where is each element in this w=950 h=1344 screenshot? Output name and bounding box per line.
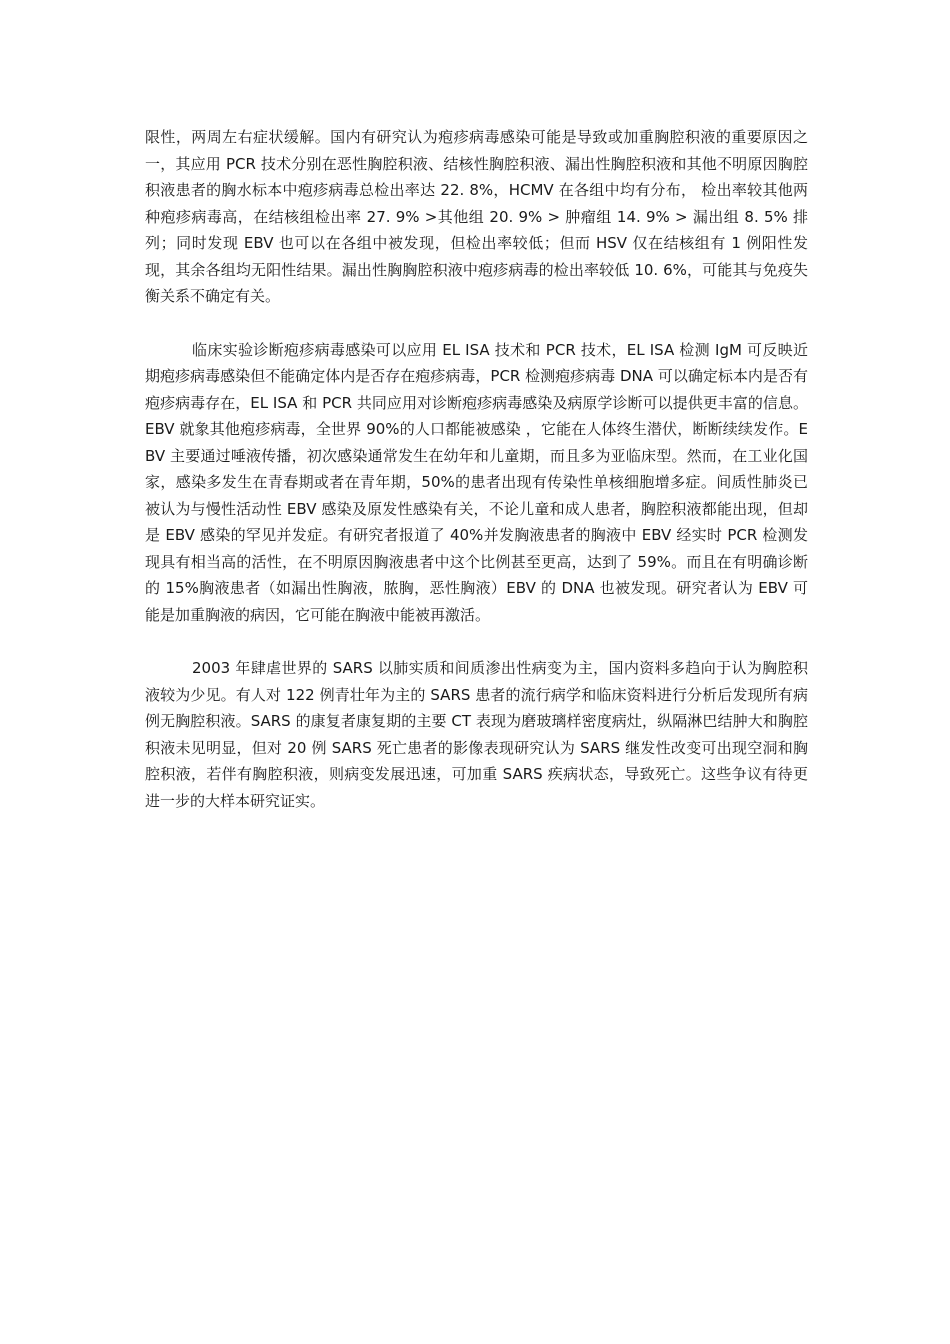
document-body — [145, 124, 808, 841]
paragraph-3: 2003 年肆虐世界的 SARS 以肺实质和间质渗出性病变为主，国内资料多趋向于认为胸腔积液较为少见。有人对 122 例青壮年为主的 SARS 患者的流行病学和临床资料进行分析后发现所有病例无胸腔积液。SARS 的康复者康复期的主要 CT 表现为磨玻璃样密度病灶，纵隔淋巴结肿大和胸腔积液未见明显，但对 20 例 SARS 死亡患者的影像表现研究认为 SARS 继发性改变可出现空洞和胸腔积液，若伴有胸腔积液，则病变发展迅速，可加重 SARS 疾病状态，导致死亡。这些争议有待更进一步的大样本研究证实。 — [145, 659, 808, 810]
paragraph-2: 临床实验诊断疱疹病毒感染可以应用 EL ISA 技术和 PCR 技术，EL ISA 检测 IgM 可反映近期疱疹病毒感染但不能确定体内是否存在疱疹病毒，PCR 检测疱疹病毒 DNA 可以确定标本内是否有疱疹病毒存在，EL ISA 和 PCR 共同应用对诊断疱疹病毒感染及病原学诊断可以提供更丰富的信息。EBV 就象其他疱疹病毒，全世界 90%的人口都能被感染 ，它能在人体终生潜伏，断断续续发作。EBV 主要通过唾液传播，初次感染通常发生在幼年和儿童期，而且多为亚临床型。然而，在工业化国家，感染多发生在青春期或者在青年期，50%的患者出现有传染性单核细胞增多症。间质性肺炎已被认为与慢性活动性 EBV 感染及原发性感染有关，不论儿童和成人患者，胸腔积液都能出现，但却是 EBV 感染的罕见并发症。有研究者报道了 40%并发胸液患者的胸液中 EBV 经实时 PCR 检测发现具有相当高的活性，在不明原因胸液患者中这个比例甚至更高，达到了 59%。而且在有明确诊断的 15%胸液患者（如漏出性胸液，脓胸，恶性胸液）EBV 的 DNA 也被发现。研究者认为 EBV 可能是加重胸液的病因，它可能在胸液中能被再激活。 — [145, 340, 808, 624]
paragraph-1: 限性，两周左右症状缓解。国内有研究认为疱疹病毒感染可能是导致或加重胸腔积液的重要原因之一，其应用 PCR 技术分别在恶性胸腔积液、结核性胸腔积液、漏出性胸腔积液和其他不明原因胸腔积液患者的胸水标本中疱疹病毒总检出率达 22. 8%，HCMV 在各组中均有分布， 检出率较其他两种疱疹病毒高，在结核组检出率 27. 9% >其他组 20. 9% > 肿瘤组 14. 9% > 漏出组 8. 5% 排列；同时发现 EBV 也可以在各组中被发现，但检出率较低；但而 HSV 仅在结核组有 1 例阳性发现，其余各组均无阳性结果。漏出性胸胸腔积液中疱疹病毒的检出率较低 10. 6%，可能其与免疫失衡关系不确定有关。 — [145, 128, 808, 305]
